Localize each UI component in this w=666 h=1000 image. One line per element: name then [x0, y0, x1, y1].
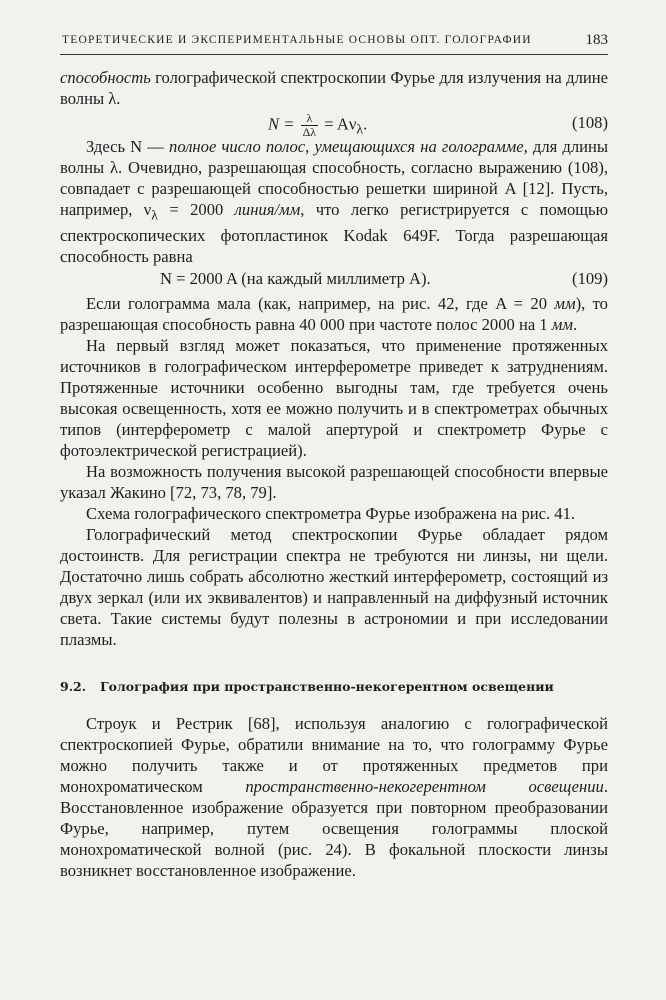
equation-109-formula: N = 2000 A (на каждый миллиметр A).: [160, 269, 431, 289]
paragraph: Схема голографического спектрометра Фурье изображена на рис. 41.: [86, 504, 576, 524]
page-number: 183: [585, 32, 608, 48]
equation-number: (108): [572, 113, 608, 132]
paragraph: Если голограмма мала (как, например, на рис. 42, где A = 20 мм), то разрешающая способность равна 40 000 при частоте полос 2000 на 1 мм.: [60, 294, 608, 335]
equation-number: (109): [572, 269, 608, 289]
paragraph: Здесь N — полное число полос, умещающихся на голограмме, для длины волны λ. Очевидно, разрешающая способность, согласно выражению (108), совпадает с разрешающей способностью решетки шириной A [12]. Пусть, например, $\nu_\lambda = 2000$ линия/мм, что легко регистрируется с помощью спектроскопических фотопластинок Kodak 649F. Тогда разрешающая способность равна: [60, 137, 609, 267]
equation-109: [60, 267, 608, 293]
equation-108: [60, 109, 608, 139]
paragraph: Строук и Рестрик [68], используя аналогию с голографической спектроскопией Фурье, обратили внимание на то, что голограмму Фурье можно получить также и от протяженных предметов при монохроматическом пространственно-некогерентном освещении. Восстановленное изображение образуется при повторном преобразовании Фурье, например, путем освещения голограммы плоской монохроматической волной (рис. 24). В фокальной плоскости линзы возникнет восстановленное изображение.: [60, 714, 608, 881]
running-title: ТЕОРЕТИЧЕСКИЕ И ЭКСПЕРИМЕНТАЛЬНЫЕ ОСНОВЫ ОПТ. ГОЛОГРАФИИ: [62, 34, 532, 46]
page-body: [60, 67, 608, 881]
paragraph: На возможность получения высокой разрешающей способности впервые указал Жакино [72, 73, 78, 79].: [60, 462, 608, 503]
fraction: $\frac{\lambda}{\Delta\lambda}$: [302, 111, 317, 139]
section-number: 9.2.: [60, 679, 87, 695]
paragraph: На первый взгляд может показаться, что применение протяженных источников в голографическом интерферометре приведет к затруднениям. Протяженные источники особенно выгодны там, где требуется очень высокая освещенность, хотя ее можно получить и в спектрометрах обычных типов (интерферометр с малой апертурой и спектрометр Фурье с фотоэлектрической регистрацией).: [60, 336, 608, 461]
running-header: [60, 32, 608, 55]
paragraph: Голографический метод спектроскопии Фурье обладает рядом достоинств. Для регистрации спектра не требуются ни линзы, ни щели. Достаточно лишь собрать абсолютно жесткий интерферометр, состоящий из двух зеркал (или их эквивалентов) и направленный на диффузный источник света. Такие системы будут полезны в астрономии и при исследовании плазмы.: [60, 525, 608, 650]
equation-108-formula: N = $\frac{\lambda}{\Delta\lambda}$ = $A\nu_\lambda$.: [268, 111, 368, 139]
section-heading: [60, 679, 608, 694]
section-title: Голография при пространственно-некогерентном освещении: [100, 679, 554, 695]
paragraph-continuation: способность голографической спектроскопии Фурье для излучения на длине волны λ.: [60, 68, 608, 108]
